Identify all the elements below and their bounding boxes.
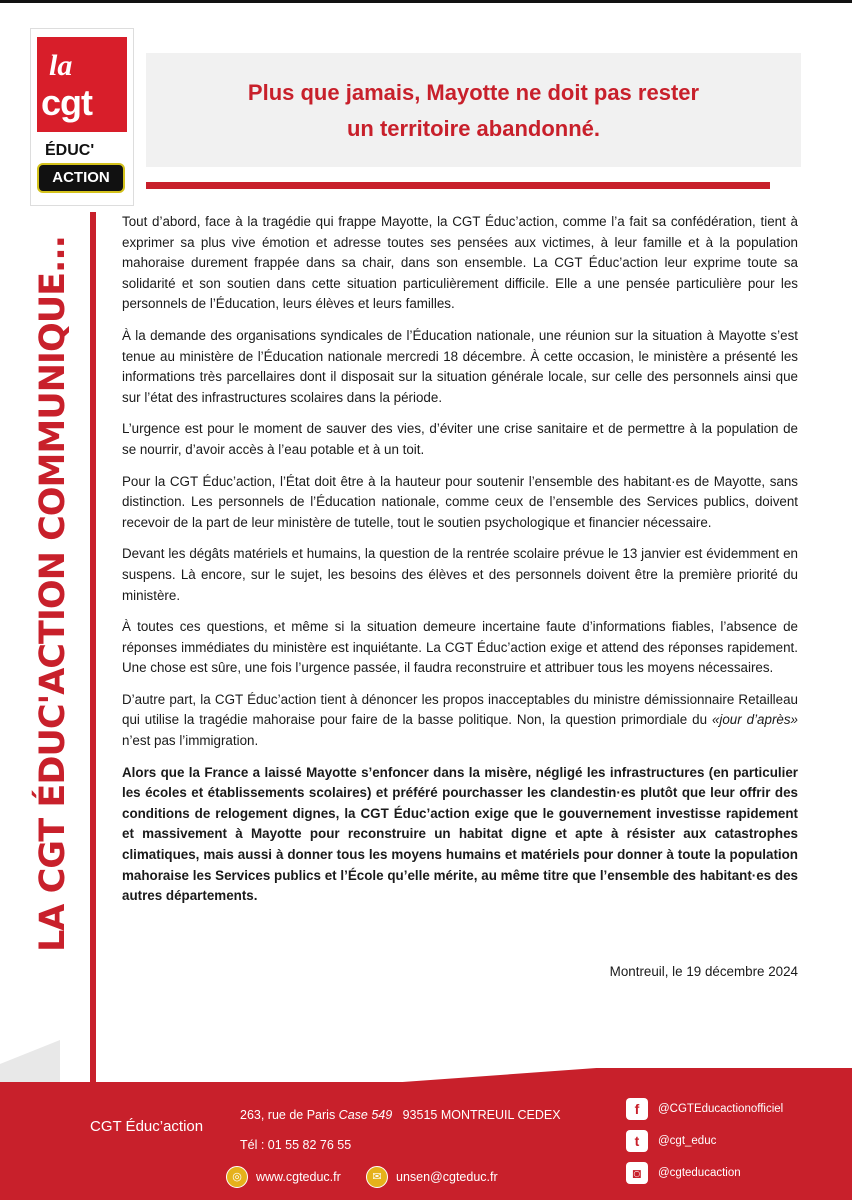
social-instagram[interactable] bbox=[626, 1162, 741, 1184]
twitter-handle[interactable]: @cgt_educ bbox=[658, 1135, 717, 1147]
title-line-2: un territoire abandonné. bbox=[346, 116, 601, 141]
logo-educ-text: ÉDUC' bbox=[45, 142, 95, 159]
facebook-handle[interactable]: @CGTEducactionofficiel bbox=[658, 1103, 784, 1115]
twitter-icon: t bbox=[626, 1130, 648, 1152]
title-box bbox=[146, 53, 801, 167]
paragraph: À toutes ces questions, et même si la situation demeure incertaine faute d’informations fiables, l’absence de réponses immédiates du ministère est inquiétante. La CGT Éduc’action exige et attend des réponses rapidement. Une chose est sûre, une fois l’urgence passée, il faudra reconstruire et attribuer tous les moyens nécessaires. bbox=[122, 619, 798, 676]
footer-website[interactable] bbox=[226, 1166, 341, 1188]
address-city: 93515 MONTREUIL CEDEX bbox=[402, 1108, 561, 1122]
social-twitter[interactable] bbox=[626, 1130, 716, 1152]
logo-cgt-text: cgt bbox=[41, 82, 92, 123]
facebook-icon: f bbox=[626, 1098, 648, 1120]
place-date-signoff: Montreuil, le 19 décembre 2024 bbox=[609, 964, 798, 979]
title-underline bbox=[146, 182, 770, 189]
page-title bbox=[146, 75, 801, 147]
para-text: D’autre part, la CGT Éduc’action tient à dénoncer les propos inacceptables du ministre démissionnaire Retailleau qui utilise la tragédie mahoraise pour faire de la basse politique. Non, la question primordiale du bbox=[122, 691, 798, 728]
paragraph: Pour la CGT Éduc’action, l’État doit être à la hauteur pour soutenir l’ensemble des habitant·es de Mayotte, sans distinction. Les personnels de l’Éducation nationale, comme ceux de l’ensemble des Services publics, doivent recevoir de la part de leur ministère de tutelle, tout le soutien psychologique et financier nécessaire. bbox=[122, 473, 798, 530]
quote-jour-apres: «jour d’après» bbox=[711, 712, 798, 728]
paragraph-retailleau bbox=[122, 690, 798, 752]
footer-phone: Tél : 01 55 82 76 55 bbox=[240, 1138, 352, 1152]
address-case: Case 549 bbox=[338, 1108, 393, 1122]
footer-email[interactable] bbox=[366, 1166, 498, 1188]
paragraph: À la demande des organisations syndicales de l’Éducation nationale, une réunion sur la situation à Mayotte s’est tenue au ministère de l’Éducation nationale mercredi 18 décembre. À cette occasion, le ministère a présenté les informations très parcellaires dont il disposait sur la situation générale locale, sur celle des personnels ainsi que sur l’état des infrastructures scolaires dans la période. bbox=[122, 327, 798, 405]
communique-body bbox=[122, 212, 798, 918]
paragraph: L’urgence est pour le moment de sauver des vies, d’éviter une crise sanitaire et de permettre à la population de se nourrir, d’avoir accès à l’eau potable et à un toit. bbox=[122, 421, 798, 457]
para-text: n’est pas l’immigration. bbox=[122, 733, 259, 749]
social-facebook[interactable] bbox=[626, 1098, 783, 1120]
website-link[interactable]: www.cgteduc.fr bbox=[256, 1170, 341, 1184]
title-line-1: Plus que jamais, Mayotte ne doit pas rester bbox=[247, 80, 700, 105]
instagram-handle[interactable]: @cgteducaction bbox=[658, 1167, 741, 1179]
logo-la-text: la bbox=[49, 49, 73, 82]
globe-icon: ◎ bbox=[226, 1166, 248, 1188]
envelope-icon: ✉ bbox=[366, 1166, 388, 1188]
paragraph: Tout d’abord, face à la tragédie qui frappe Mayotte, la CGT Éduc’action, comme l’a fait sa confédération, tient à exprimer sa plus vive émotion et adresse toutes ses pensées aux victimes, à leur famille et à la population mahoraise durement frappée dans sa chair, dans son ensemble. La CGT Éduc’action leur exprime toute sa solidarité et son soutien dans cette situation particulièrement difficile. Elle a une pensée particulière pour les personnels de l’Éducation, leurs élèves et leurs familles. bbox=[122, 214, 798, 312]
footer-org-name: CGT Éduc’action bbox=[90, 1118, 204, 1135]
bold-demand-paragraph: Alors que la France a laissé Mayotte s’enfoncer dans la misère, négligé les infrastructures (en particulier les écoles et établissements scolaires) et préféré pourchasser les clandestin·es plutôt que leur offrir des conditions de relogement dignes, la CGT Éduc’action exige que le gouvernement investisse rapidement et massivement à Mayotte pour reconstruire un habitat digne et apte à résister aux catastrophes climatiques, mais aussi à donner tous les moyens humains et matériels pour donner à toute la population mahoraise les Services publics et l’École qu’elle mérite, au même titre que l’ensemble des habitant·es des autres départements. bbox=[122, 764, 798, 904]
instagram-icon: ◙ bbox=[626, 1162, 648, 1184]
paragraph: Devant les dégâts matériels et humains, la question de la rentrée scolaire prévue le 13 janvier est évidemment en suspens. Là encore, sur le sujet, les besoins des élèves et des personnels doivent être la première priorité du ministère. bbox=[122, 546, 798, 603]
vertical-banner-text: LA CGT ÉDUC'ACTION COMMUNIQUE... bbox=[33, 236, 73, 952]
cgt-educaction-logo bbox=[30, 28, 134, 206]
top-border bbox=[0, 0, 852, 3]
vertical-red-rule bbox=[90, 212, 96, 1082]
footer-address bbox=[240, 1108, 561, 1122]
address-street: 263, rue de Paris bbox=[240, 1108, 339, 1122]
email-link[interactable]: unsen@cgteduc.fr bbox=[396, 1170, 498, 1184]
logo-action-text: ACTION bbox=[37, 163, 125, 193]
